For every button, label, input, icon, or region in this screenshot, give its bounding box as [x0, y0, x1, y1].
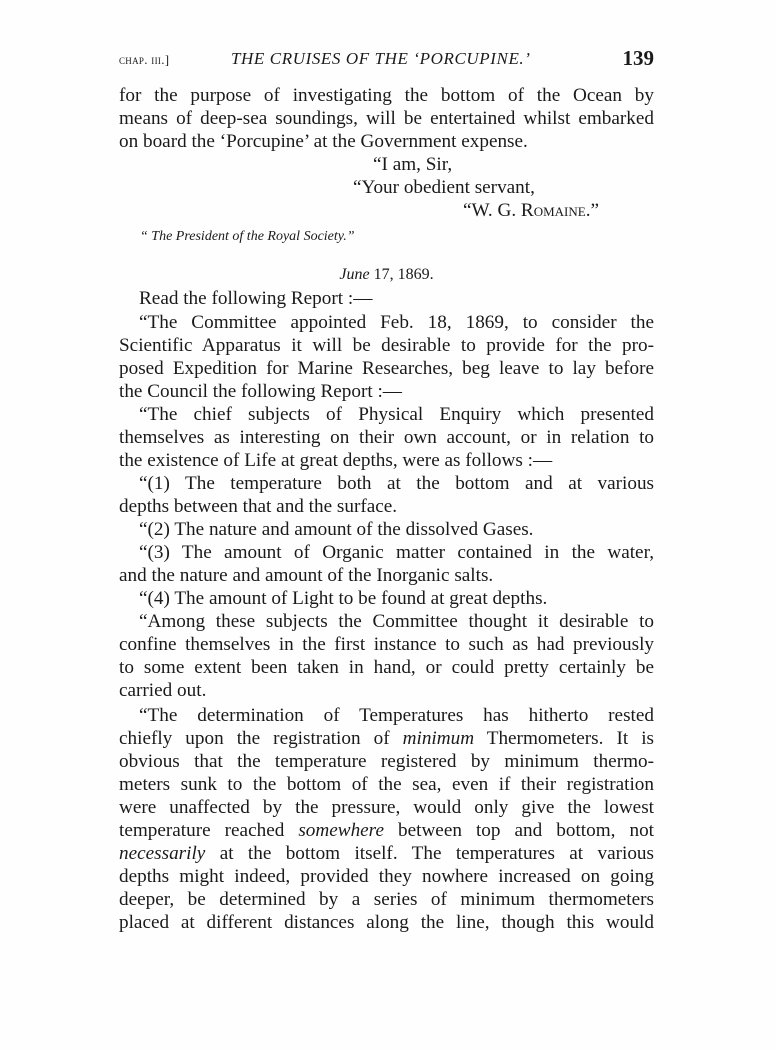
text-line: “(4) The amount of Light to be found at great depths. — [139, 588, 548, 609]
text-line: deeper, be determined by a series of minimum thermometers — [119, 889, 654, 910]
text-line: to some extent been taken in hand, or could pretty certainly be — [119, 657, 654, 678]
text-line: on board the ‘Porcupine’ at the Government expense. — [119, 131, 528, 152]
text-line: were unaffected by the pressure, would only give the lowest — [119, 797, 654, 818]
text-line: meters sunk to the bottom of the sea, even if their registration — [119, 774, 654, 795]
date-heading: June 17, 1869. — [339, 266, 434, 283]
chapter-label: chap. iii.] — [119, 52, 170, 67]
signature: “W. G. Romaine.” — [463, 200, 600, 221]
text-line: “The determination of Temperatures has hitherto rested — [139, 705, 654, 726]
text-line: the existence of Life at great depths, were as follows :— — [119, 450, 553, 471]
text-line: depths might indeed, provided they nowhere increased on going — [119, 866, 654, 887]
text-line: posed Expedition for Marine Researches, beg leave to lay before — [119, 358, 654, 379]
text-line: themselves as interesting on their own account, or in relation to — [119, 427, 654, 448]
text-line: necessarily at the bottom itself. The temperatures at various — [119, 843, 654, 864]
page-number: 139 — [622, 46, 654, 70]
running-header — [119, 46, 654, 76]
text-line: Read the following Report :— — [139, 288, 373, 309]
text-line: confine themselves in the first instance to such as had previously — [119, 634, 654, 655]
text-line: chiefly upon the registration of minimum Thermometers. It is — [119, 728, 654, 749]
text-line: depths between that and the surface. — [119, 496, 398, 517]
text-line: “(1) The temperature both at the bottom and at various — [139, 473, 654, 494]
text-line: and the nature and amount of the Inorganic salts. — [119, 565, 494, 586]
text-line: placed at different distances along the line, though this would — [119, 912, 654, 933]
text-line: “(3) The amount of Organic matter contained in the water, — [139, 542, 654, 563]
text-line: the Council the following Report :— — [119, 381, 402, 402]
running-title: THE CRUISES OF THE ‘PORCUPINE.’ — [231, 49, 531, 68]
text-line: means of deep-sea soundings, will be entertained whilst embarked — [119, 108, 654, 129]
text-line: carried out. — [119, 680, 207, 701]
text-line: Scientific Apparatus it will be desirable to provide for the pro- — [119, 335, 654, 356]
text-line: for the purpose of investigating the bottom of the Ocean by — [119, 85, 654, 106]
addressee: “ The President of the Royal Society.” — [140, 229, 355, 244]
text-line: temperature reached somewhere between top and bottom, not — [119, 820, 654, 841]
closing-servant: “Your obedient servant, — [353, 177, 535, 198]
text-line: “Among these subjects the Committee thought it desirable to — [139, 611, 654, 632]
closing-salutation: “I am, Sir, — [373, 154, 453, 175]
text-line: “The chief subjects of Physical Enquiry which presented — [139, 404, 654, 425]
text-line: obvious that the temperature registered by minimum thermo- — [119, 751, 654, 772]
text-line: “The Committee appointed Feb. 18, 1869, to consider the — [139, 312, 654, 333]
text-line: “(2) The nature and amount of the dissolved Gases. — [139, 519, 534, 540]
